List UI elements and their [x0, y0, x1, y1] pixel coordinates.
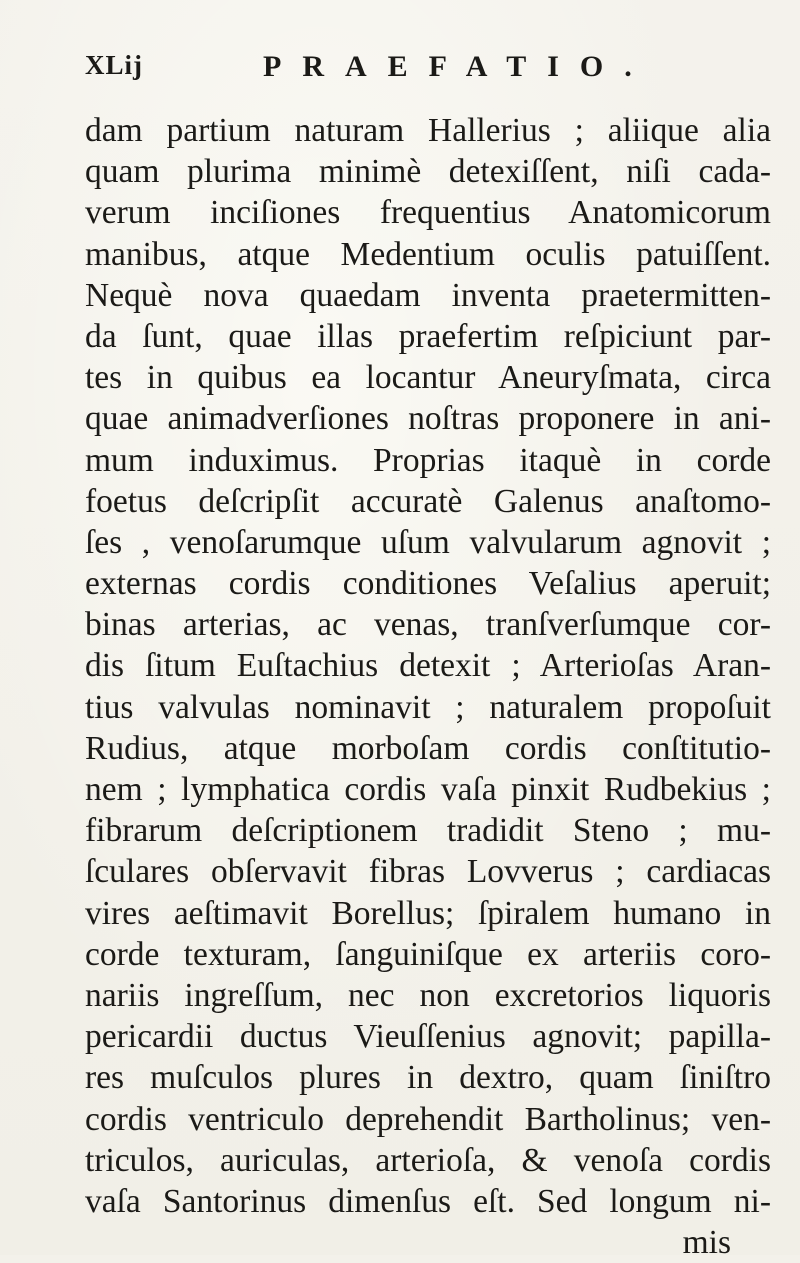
body-text: [85, 110, 771, 1263]
text-line: triculos, auriculas, arterioſa, & venoſa cordis: [85, 1141, 771, 1179]
text-line: ſculares obſervavit fibras Lovverus ; cardiacas: [85, 853, 771, 891]
text-line: dis ſitum Euſtachius detexit ; Arterioſas Aran-: [85, 647, 771, 685]
text-line: res muſculos plures in dextro, quam ſiniſtro: [85, 1059, 771, 1097]
text-line: vires aeſtimavit Borellus; ſpiralem humano in: [85, 894, 771, 932]
text-line: tius valvulas nominavit ; naturalem propoſuit: [85, 688, 771, 726]
text-line: fibrarum deſcriptionem tradidit Steno ; mu-: [85, 812, 771, 850]
text-line: pericardii ductus Vieuſſenius agnovit; papilla-: [85, 1018, 771, 1056]
text-line: ſes , venoſarumque uſum valvularum agnovit ;: [85, 523, 771, 561]
text-line: corde texturam, ſanguiniſque ex arteriis coro-: [85, 935, 771, 973]
page-number: XLij: [85, 50, 143, 80]
running-head: [85, 50, 725, 90]
text-line-catchword: mis: [682, 1224, 731, 1262]
text-line: Nequè nova quaedam inventa praetermitten-: [85, 276, 771, 314]
text-line: dam partium naturam Hallerius ; aliique alia: [85, 112, 771, 149]
text-line: nem ; lymphatica cordis vaſa pinxit Rudbekius ;: [85, 771, 771, 808]
text-line: Rudius, atque morboſam cordis conſtitutio-: [85, 729, 771, 767]
text-line: binas arterias, ac venas, tranſverſumque cor-: [85, 606, 771, 644]
text-line: nariis ingreſſum, nec non excretorios liquoris: [85, 976, 771, 1014]
text-line: quam plurima minimè detexiſſent, niſi cada-: [85, 153, 771, 191]
text-line: da ſunt, quae illas praefertim reſpiciunt par-: [85, 317, 771, 355]
text-line: quae animadverſiones noſtras proponere in ani-: [85, 400, 771, 438]
text-line: verum inciſiones frequentius Anatomicorum: [85, 194, 771, 232]
text-line: manibus, atque Medentium oculis patuiſſent.: [85, 235, 771, 273]
text-line: vaſa Santorinus dimenſus eſt. Sed longum ni-: [85, 1182, 771, 1220]
text-line: cordis ventriculo deprehendit Bartholinus; ven-: [85, 1100, 771, 1138]
running-title: PRAEFATIO.: [263, 50, 653, 83]
text-line: externas cordis conditiones Veſalius aperuit;: [85, 565, 771, 603]
text-line: foetus deſcripſit accuratè Galenus anaſtomo-: [85, 482, 771, 520]
text-line: mum induximus. Proprias itaquè in corde: [85, 441, 771, 479]
text-line: tes in quibus ea locantur Aneuryſmata, circa: [85, 359, 771, 397]
